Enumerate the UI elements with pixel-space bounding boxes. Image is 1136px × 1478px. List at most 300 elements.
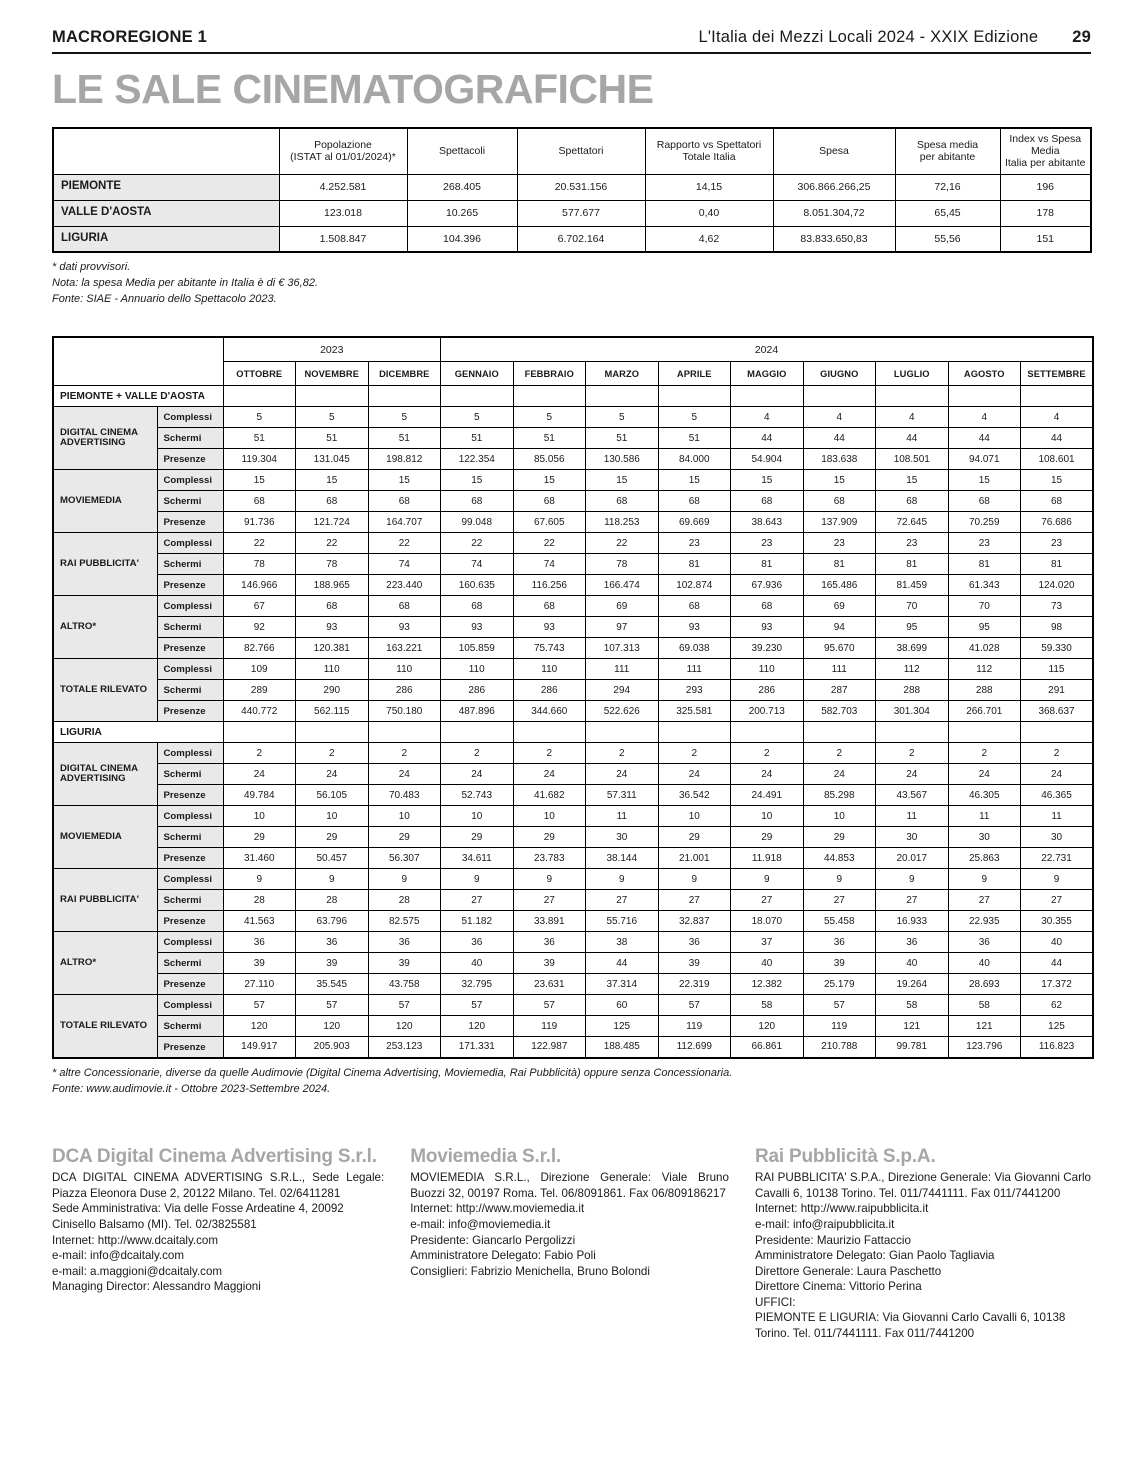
empty-cell <box>586 722 659 743</box>
edition-label: L'Italia dei Mezzi Locali 2024 - XXIX Edizione <box>698 28 1039 46</box>
empty-cell <box>948 722 1021 743</box>
month-header-novembre: NOVEMBRE <box>296 362 369 386</box>
data-cell: 2 <box>876 743 949 764</box>
data-cell: 74 <box>368 554 441 575</box>
data-cell: 40 <box>948 953 1021 974</box>
table-row <box>53 491 1093 512</box>
data-cell: 27 <box>1021 890 1094 911</box>
cell-index: 151 <box>1000 226 1091 252</box>
data-cell: 4 <box>876 407 949 428</box>
data-cell: 108.501 <box>876 449 949 470</box>
data-cell: 27 <box>658 890 731 911</box>
metric-label-complessi: Complessi <box>157 932 223 953</box>
contact-line: DCA DIGITAL CINEMA ADVERTISING S.R.L., Sede Legale: Piazza Eleonora Duse 2, 20122 Milano. Tel. 02/6411281 <box>52 1171 385 1200</box>
note-line: Nota: la spesa Media per abitante in Italia è di € 36,82. <box>52 276 319 289</box>
data-cell: 43.758 <box>368 974 441 995</box>
col-header-index-line2: Italia per abitante <box>1004 157 1086 170</box>
empty-cell <box>948 386 1021 407</box>
data-cell: 30 <box>948 827 1021 848</box>
data-cell: 57 <box>223 995 296 1016</box>
data-cell: 125 <box>586 1016 659 1037</box>
data-cell: 30 <box>1021 827 1094 848</box>
table-row <box>53 470 1093 491</box>
data-cell: 57 <box>803 995 876 1016</box>
data-cell: 5 <box>658 407 731 428</box>
data-cell: 24 <box>223 764 296 785</box>
table-row <box>53 974 1093 995</box>
data-cell: 37.314 <box>586 974 659 995</box>
data-cell: 2 <box>223 743 296 764</box>
data-cell: 9 <box>1021 869 1094 890</box>
cell-index: 178 <box>1000 200 1091 226</box>
metric-label-presenze: Presenze <box>157 701 223 722</box>
data-cell: 68 <box>731 596 804 617</box>
data-cell: 68 <box>513 596 586 617</box>
running-head <box>52 28 1091 47</box>
table-row <box>53 680 1093 701</box>
data-cell: 94.071 <box>948 449 1021 470</box>
data-cell: 24 <box>876 764 949 785</box>
data-cell: 51 <box>658 428 731 449</box>
data-cell: 18.070 <box>731 911 804 932</box>
data-cell: 188.965 <box>296 575 369 596</box>
data-cell: 60 <box>586 995 659 1016</box>
data-cell: 67.605 <box>513 512 586 533</box>
table-row <box>53 617 1093 638</box>
cell-popolazione: 4.252.581 <box>279 174 407 200</box>
data-cell: 68 <box>441 596 514 617</box>
concessionaria-name: RAI PUBBLICITA' <box>53 533 157 596</box>
col-header-blank <box>53 128 279 174</box>
concessionaria-name: MOVIEMEDIA <box>53 470 157 533</box>
note-line: Fonte: www.audimovie.it - Ottobre 2023-Settembre 2024. <box>52 1082 331 1095</box>
metric-label-schermi: Schermi <box>157 680 223 701</box>
data-cell: 121 <box>876 1016 949 1037</box>
region-name-cell: VALLE D'AOSTA <box>53 200 279 226</box>
data-cell: 30 <box>586 827 659 848</box>
contact-line: Internet: http://www.dcaitaly.com <box>52 1233 219 1247</box>
data-cell: 33.891 <box>513 911 586 932</box>
data-cell: 2 <box>586 743 659 764</box>
data-cell: 69 <box>586 596 659 617</box>
metric-label-schermi: Schermi <box>157 554 223 575</box>
data-cell: 81 <box>876 554 949 575</box>
month-header-febbraio: FEBBRAIO <box>513 362 586 386</box>
data-cell: 51 <box>441 428 514 449</box>
data-cell: 188.485 <box>586 1037 659 1058</box>
metric-label-schermi: Schermi <box>157 764 223 785</box>
data-cell: 15 <box>948 470 1021 491</box>
data-cell: 82.766 <box>223 638 296 659</box>
data-cell: 119 <box>658 1016 731 1037</box>
cell-spesa: 8.051.304,72 <box>773 200 895 226</box>
data-cell: 36 <box>948 932 1021 953</box>
data-cell: 68 <box>948 491 1021 512</box>
data-cell: 22 <box>223 533 296 554</box>
data-cell: 25.863 <box>948 848 1021 869</box>
table-row <box>53 226 1091 252</box>
data-cell: 9 <box>586 869 659 890</box>
data-cell: 82.575 <box>368 911 441 932</box>
data-cell: 22 <box>368 533 441 554</box>
data-cell: 120 <box>441 1016 514 1037</box>
monthly-table-head <box>53 337 1093 386</box>
data-cell: 70 <box>948 596 1021 617</box>
data-cell: 95 <box>876 617 949 638</box>
data-cell: 119 <box>513 1016 586 1037</box>
data-cell: 183.638 <box>803 449 876 470</box>
regions-table-body <box>53 174 1091 252</box>
table-row <box>53 785 1093 806</box>
metric-label-schermi: Schermi <box>157 1016 223 1037</box>
data-cell: 93 <box>731 617 804 638</box>
data-cell: 24 <box>296 764 369 785</box>
table-row <box>53 806 1093 827</box>
cell-rapporto: 14,15 <box>645 174 773 200</box>
data-cell: 22.319 <box>658 974 731 995</box>
data-cell: 51 <box>368 428 441 449</box>
cell-spettatori: 6.702.164 <box>517 226 645 252</box>
data-cell: 10 <box>441 806 514 827</box>
data-cell: 81.459 <box>876 575 949 596</box>
data-cell: 12.382 <box>731 974 804 995</box>
cell-spesa-media: 55,56 <box>895 226 1000 252</box>
table-row <box>53 659 1093 680</box>
year-header-2023: 2023 <box>223 337 441 362</box>
note-line: * dati provvisori. <box>52 261 131 274</box>
data-cell: 107.313 <box>586 638 659 659</box>
data-cell: 44 <box>948 428 1021 449</box>
data-cell: 15 <box>731 470 804 491</box>
data-cell: 36 <box>368 932 441 953</box>
data-cell: 2 <box>441 743 514 764</box>
data-cell: 118.253 <box>586 512 659 533</box>
data-cell: 56.307 <box>368 848 441 869</box>
data-cell: 68 <box>296 596 369 617</box>
contact-line: Amministratore Delegato: Fabio Poli <box>410 1249 596 1263</box>
data-cell: 10 <box>223 806 296 827</box>
table-row <box>53 1037 1093 1058</box>
col-header-spettacoli: Spettacoli <box>407 128 517 174</box>
data-cell: 81 <box>948 554 1021 575</box>
col-header-spesa: Spesa <box>773 128 895 174</box>
data-cell: 34.611 <box>441 848 514 869</box>
data-cell: 200.713 <box>731 701 804 722</box>
data-cell: 9 <box>876 869 949 890</box>
data-cell: 130.586 <box>586 449 659 470</box>
data-cell: 325.581 <box>658 701 731 722</box>
note-line: * altre Concessionarie, diverse da quelle Audimovie (Digital Cinema Advertising, Moviemedia, Rai Pubblicità) oppure senza Concessionaria. <box>52 1066 733 1079</box>
col-header-spesa-media-line1: Spesa media <box>916 139 979 152</box>
data-cell: 27 <box>513 890 586 911</box>
monthly-year-row <box>53 337 1093 362</box>
data-cell: 31.460 <box>223 848 296 869</box>
data-cell: 68 <box>731 491 804 512</box>
data-cell: 24 <box>658 764 731 785</box>
data-cell: 293 <box>658 680 731 701</box>
cell-spesa-media: 72,16 <box>895 174 1000 200</box>
data-cell: 301.304 <box>876 701 949 722</box>
table-row <box>53 848 1093 869</box>
empty-cell <box>803 386 876 407</box>
concessionaria-name <box>53 743 157 806</box>
empty-cell <box>513 722 586 743</box>
data-cell: 41.682 <box>513 785 586 806</box>
data-cell: 52.743 <box>441 785 514 806</box>
data-cell: 2 <box>731 743 804 764</box>
data-cell: 291 <box>1021 680 1094 701</box>
data-cell: 97 <box>586 617 659 638</box>
data-cell: 116.823 <box>1021 1037 1094 1058</box>
section-title: PIEMONTE + VALLE D'AOSTA <box>53 386 223 407</box>
data-cell: 25.179 <box>803 974 876 995</box>
data-cell: 29 <box>658 827 731 848</box>
contact-line: e-mail: a.maggioni@dcaitaly.com <box>52 1264 223 1278</box>
data-cell: 110 <box>296 659 369 680</box>
data-cell: 22.731 <box>1021 848 1094 869</box>
col-header-spesa-media <box>895 128 1000 174</box>
data-cell: 121 <box>948 1016 1021 1037</box>
data-cell: 93 <box>441 617 514 638</box>
data-cell: 288 <box>876 680 949 701</box>
table-row <box>53 932 1093 953</box>
data-cell: 68 <box>1021 491 1094 512</box>
data-cell: 57 <box>368 995 441 1016</box>
table-row <box>53 428 1093 449</box>
data-cell: 109 <box>223 659 296 680</box>
data-cell: 22 <box>586 533 659 554</box>
data-cell: 36 <box>441 932 514 953</box>
contact-line: Presidente: Giancarlo Pergolizzi <box>410 1233 576 1247</box>
data-cell: 110 <box>513 659 586 680</box>
table-row <box>53 533 1093 554</box>
data-cell: 29 <box>731 827 804 848</box>
data-cell: 81 <box>803 554 876 575</box>
regions-table-notes <box>52 260 1091 308</box>
monthly-table <box>52 336 1094 1059</box>
concessionaria-name: TOTALE RILEVATO <box>53 659 157 722</box>
concessionaria-name: ALTRO* <box>53 596 157 659</box>
data-cell: 9 <box>223 869 296 890</box>
metric-label-complessi: Complessi <box>157 869 223 890</box>
data-cell: 46.365 <box>1021 785 1094 806</box>
data-cell: 120 <box>296 1016 369 1037</box>
data-cell: 111 <box>658 659 731 680</box>
data-cell: 5 <box>586 407 659 428</box>
contact-block <box>52 1146 410 1342</box>
data-cell: 20.017 <box>876 848 949 869</box>
table-row <box>53 953 1093 974</box>
empty-cell <box>513 386 586 407</box>
empty-cell <box>876 722 949 743</box>
data-cell: 81 <box>731 554 804 575</box>
data-cell: 50.457 <box>296 848 369 869</box>
data-cell: 286 <box>441 680 514 701</box>
empty-cell <box>586 386 659 407</box>
metric-label-complessi: Complessi <box>157 470 223 491</box>
data-cell: 23 <box>658 533 731 554</box>
data-cell: 131.045 <box>296 449 369 470</box>
contact-title: Rai Pubblicità S.p.A. <box>754 1145 936 1167</box>
data-cell: 120 <box>368 1016 441 1037</box>
data-cell: 111 <box>586 659 659 680</box>
table-row <box>53 200 1091 226</box>
metric-label-presenze: Presenze <box>157 848 223 869</box>
data-cell: 253.123 <box>368 1037 441 1058</box>
col-header-index-line1: Index vs Spesa Media <box>1009 133 1082 158</box>
cell-index: 196 <box>1000 174 1091 200</box>
regions-table <box>52 127 1092 253</box>
data-cell: 44 <box>876 428 949 449</box>
data-cell: 9 <box>513 869 586 890</box>
data-cell: 36 <box>876 932 949 953</box>
table-row <box>53 764 1093 785</box>
cell-spettacoli: 104.396 <box>407 226 517 252</box>
metric-label-schermi: Schermi <box>157 953 223 974</box>
empty-cell <box>368 386 441 407</box>
data-cell: 124.020 <box>1021 575 1094 596</box>
data-cell: 51.182 <box>441 911 514 932</box>
data-cell: 41.563 <box>223 911 296 932</box>
data-cell: 67 <box>223 596 296 617</box>
metric-label-schermi: Schermi <box>157 491 223 512</box>
data-cell: 24 <box>368 764 441 785</box>
data-cell: 81 <box>658 554 731 575</box>
contacts-section <box>52 1146 1091 1342</box>
page-number: 29 <box>1072 28 1091 46</box>
data-cell: 750.180 <box>368 701 441 722</box>
data-cell: 23.783 <box>513 848 586 869</box>
month-header-marzo: MARZO <box>586 362 659 386</box>
cell-spettatori: 20.531.156 <box>517 174 645 200</box>
data-cell: 10 <box>513 806 586 827</box>
data-cell: 24 <box>513 764 586 785</box>
data-cell: 39 <box>296 953 369 974</box>
data-cell: 27 <box>731 890 804 911</box>
data-cell: 49.784 <box>223 785 296 806</box>
data-cell: 22.935 <box>948 911 1021 932</box>
contact-line: Internet: http://www.raipubblicita.it <box>754 1202 929 1216</box>
metric-label-presenze: Presenze <box>157 512 223 533</box>
contact-title: Moviemedia S.r.l. <box>410 1145 561 1167</box>
data-cell: 78 <box>586 554 659 575</box>
data-cell: 210.788 <box>803 1037 876 1058</box>
empty-cell <box>223 386 296 407</box>
data-cell: 289 <box>223 680 296 701</box>
data-cell: 28.693 <box>948 974 1021 995</box>
col-header-spesa-media-line2: per abitante <box>919 151 976 164</box>
data-cell: 55.716 <box>586 911 659 932</box>
data-cell: 67.936 <box>731 575 804 596</box>
data-cell: 55.458 <box>803 911 876 932</box>
contact-line: Presidente: Maurizio Fattaccio <box>754 1233 911 1247</box>
data-cell: 36 <box>803 932 876 953</box>
metric-label-schermi: Schermi <box>157 428 223 449</box>
data-cell: 85.056 <box>513 449 586 470</box>
data-cell: 2 <box>296 743 369 764</box>
cell-rapporto: 4,62 <box>645 226 773 252</box>
data-cell: 40 <box>876 953 949 974</box>
table-row <box>53 995 1093 1016</box>
col-header-popolazione-line2: (ISTAT al 01/01/2024)* <box>290 151 396 164</box>
data-cell: 205.903 <box>296 1037 369 1058</box>
data-cell: 27 <box>441 890 514 911</box>
data-cell: 94 <box>803 617 876 638</box>
data-cell: 70 <box>876 596 949 617</box>
data-cell: 95 <box>948 617 1021 638</box>
data-cell: 9 <box>803 869 876 890</box>
contact-line: e-mail: info@moviemedia.it <box>410 1217 551 1231</box>
data-cell: 93 <box>368 617 441 638</box>
data-cell: 2 <box>1021 743 1094 764</box>
data-cell: 27 <box>803 890 876 911</box>
data-cell: 9 <box>948 869 1021 890</box>
table-row <box>53 449 1093 470</box>
data-cell: 44 <box>1021 953 1094 974</box>
data-cell: 110 <box>441 659 514 680</box>
data-cell: 24 <box>441 764 514 785</box>
data-cell: 29 <box>803 827 876 848</box>
empty-cell <box>441 386 514 407</box>
concessionaria-name-line2: ADVERTISING <box>60 773 126 785</box>
regions-table-head <box>53 128 1091 174</box>
data-cell: 95.670 <box>803 638 876 659</box>
contact-line: MOVIEMEDIA S.R.L., Direzione Generale: Viale Bruno Buozzi 32, 00197 Roma. Tel. 06/8091861. Fax 06/809186217 <box>410 1171 729 1200</box>
data-cell: 15 <box>296 470 369 491</box>
data-cell: 5 <box>223 407 296 428</box>
cell-popolazione: 123.018 <box>279 200 407 226</box>
data-cell: 11 <box>876 806 949 827</box>
metric-label-schermi: Schermi <box>157 827 223 848</box>
contact-title: DCA Digital Cinema Advertising S.r.l. <box>52 1145 377 1167</box>
empty-cell <box>658 386 731 407</box>
data-cell: 69 <box>803 596 876 617</box>
data-cell: 57 <box>296 995 369 1016</box>
header-rule <box>52 52 1091 54</box>
col-header-spettatori: Spettatori <box>517 128 645 174</box>
metric-label-presenze: Presenze <box>157 449 223 470</box>
data-cell: 165.486 <box>803 575 876 596</box>
data-cell: 112.699 <box>658 1037 731 1058</box>
concessionaria-name <box>53 407 157 470</box>
data-cell: 27 <box>586 890 659 911</box>
cell-spettacoli: 10.265 <box>407 200 517 226</box>
data-cell: 68 <box>296 491 369 512</box>
cell-spesa: 83.833.650,83 <box>773 226 895 252</box>
month-header-aprile: APRILE <box>658 362 731 386</box>
data-cell: 68 <box>441 491 514 512</box>
metric-label-schermi: Schermi <box>157 617 223 638</box>
empty-cell <box>658 722 731 743</box>
data-cell: 290 <box>296 680 369 701</box>
data-cell: 57 <box>513 995 586 1016</box>
data-cell: 29 <box>223 827 296 848</box>
data-cell: 23 <box>731 533 804 554</box>
concessionaria-name: RAI PUBBLICITA' <box>53 869 157 932</box>
data-cell: 57 <box>441 995 514 1016</box>
data-cell: 562.115 <box>296 701 369 722</box>
data-cell: 51 <box>223 428 296 449</box>
data-cell: 76.686 <box>1021 512 1094 533</box>
data-cell: 11 <box>586 806 659 827</box>
data-cell: 69.038 <box>658 638 731 659</box>
data-cell: 99.781 <box>876 1037 949 1058</box>
data-cell: 38.144 <box>586 848 659 869</box>
data-cell: 29 <box>296 827 369 848</box>
data-cell: 28 <box>296 890 369 911</box>
data-cell: 160.635 <box>441 575 514 596</box>
data-cell: 44 <box>586 953 659 974</box>
